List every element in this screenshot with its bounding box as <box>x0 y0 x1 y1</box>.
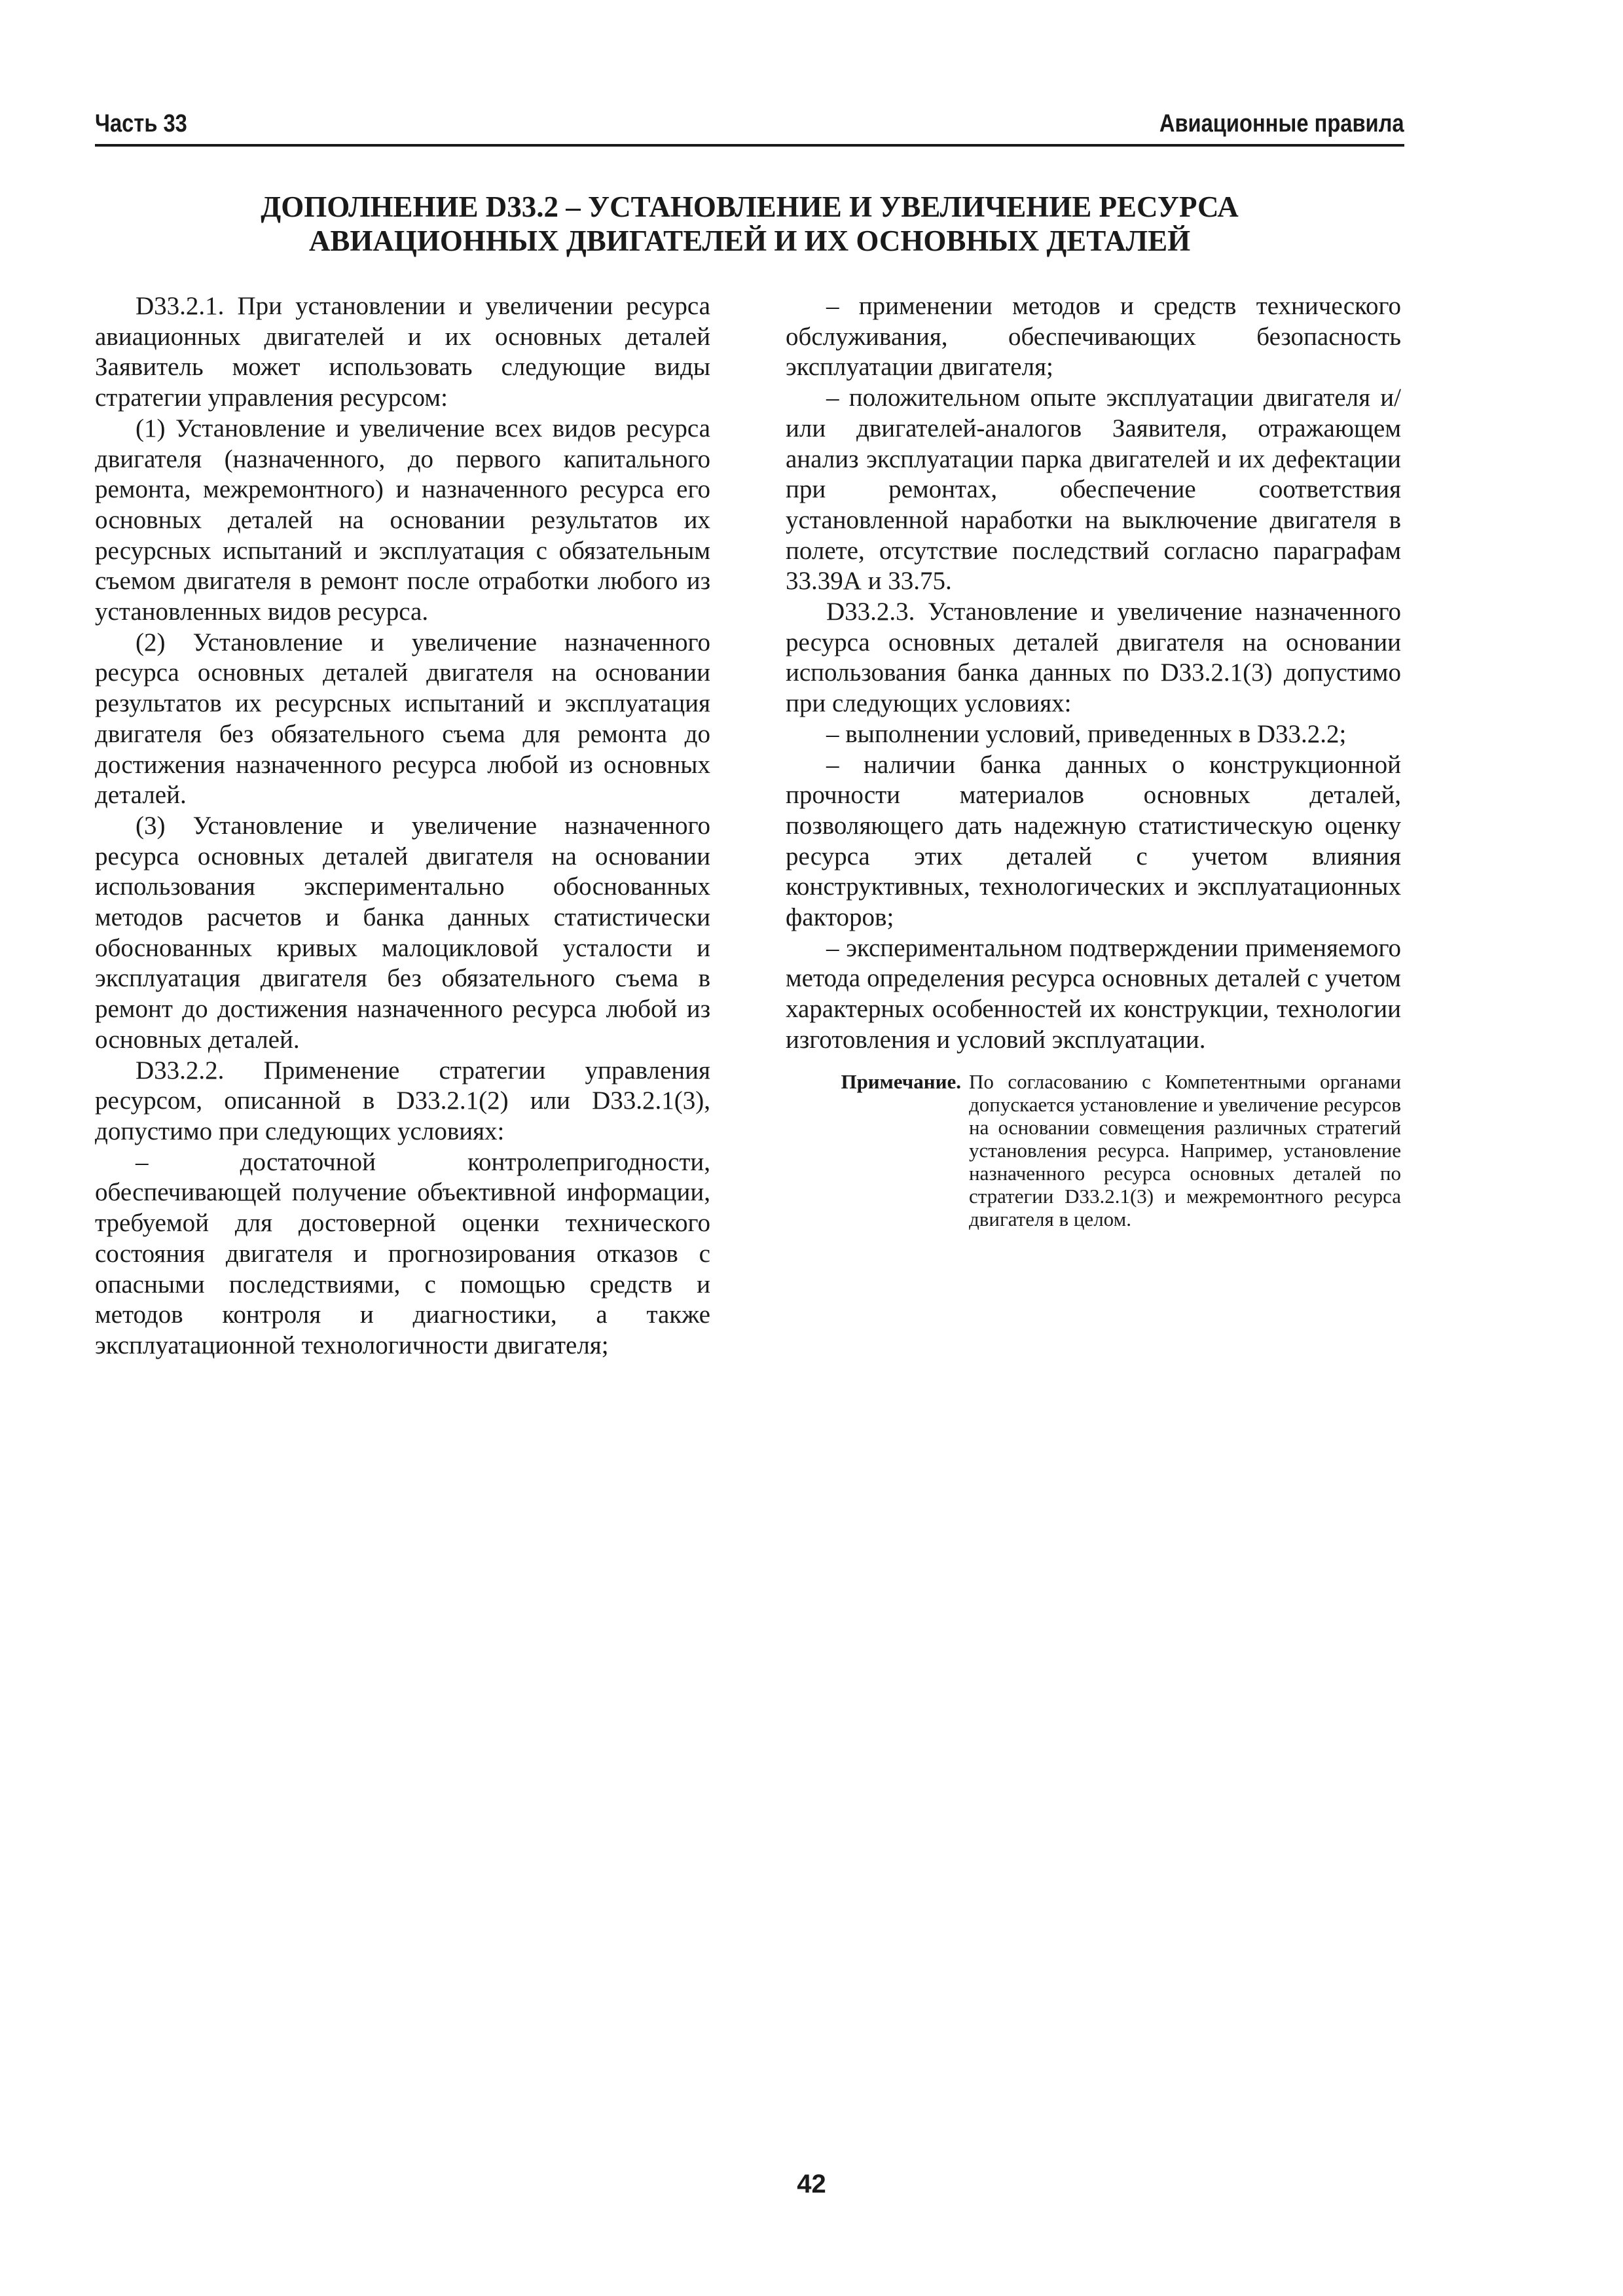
note-block <box>786 1070 1401 1230</box>
paragraph-d33-2-3: D33.2.3. Установление и увеличение назначенного ресурса основных деталей двигателя на основании использования банка данных по D33.2.1(3) допустимо при следующих условиях: <box>786 598 1401 718</box>
left-column <box>95 291 710 1361</box>
paragraph-condition-controllability: – достаточной контролепригодности, обеспечивающей получение объективной информации, требуемой для достоверной оценки технического состояния двигателя и прогнозирования отказов с опасными последствиями, с помощью средств и методов контроля и диагностики, а также эксплуатационной технологичности двигателя; <box>95 1147 710 1359</box>
paragraph-condition-databank: – наличии банка данных о конструкционной прочности материалов основных деталей, позволяющего дать надежную статистическую оценку ресурса этих деталей с учетом влияния конструктивных, технологических и эксплуатационных факторов; <box>786 750 1401 932</box>
paragraph-item-3: (3) Установление и увеличение назначенного ресурса основных деталей двигателя на основании использования экспериментально обоснованных методов расчетов и банка данных статистически обоснованных кривых малоцикловой усталости и эксплуатация двигателя без обязательного съема в ремонт до достижения назначенного ресурса любой из основных деталей. <box>95 811 710 1054</box>
paragraph-condition-d33-2-2: – выполнении условий, приведенных в D33.2.2; <box>826 719 1347 748</box>
note-label: Примечание. <box>841 1069 961 1093</box>
header-divider <box>95 144 1404 147</box>
appendix-title <box>95 190 1404 258</box>
paragraph-condition-experience: – положительном опыте эксплуатации двигателя и/или двигателей-аналогов Заявителя, отражающем анализ эксплуатации парка двигателей и их дефектации при ремонтах, обеспечение соответствия установленной наработки на выключение двигателя в полете, отсутствие последствий согласно параграфам 33.39А и 33.75. <box>786 384 1401 596</box>
right-column <box>786 291 1401 1230</box>
paragraph-item-2: (2) Установление и увеличение назначенного ресурса основных деталей двигателя на основании результатов их ресурсных испытаний и эксплуатация двигателя без обязательного съема для ремонта до достижения назначенного ресурса любой из основных деталей. <box>95 628 710 810</box>
page-number: 42 <box>797 2170 826 2198</box>
appendix-title-line-2: АВИАЦИОННЫХ ДВИГАТЕЛЕЙ И ИХ ОСНОВНЫХ ДЕТАЛЕЙ <box>308 224 1191 257</box>
paragraph-d33-2-1: D33.2.1. При установлении и увеличении ресурса авиационных двигателей и их основных деталей Заявитель может использовать следующие виды стратегии управления ресурсом: <box>95 292 710 412</box>
appendix-title-line-1: ДОПОЛНЕНИЕ D33.2 – УСТАНОВЛЕНИЕ И УВЕЛИЧЕНИЕ РЕСУРСА <box>261 190 1239 223</box>
header-part-label: Часть 33 <box>95 110 187 137</box>
paragraph-condition-experimental: – экспериментальном подтверждении применяемого метода определения ресурса основных деталей с учетом характерных особенностей их конструкции, технологии изготовления и условий эксплуатации. <box>786 933 1401 1054</box>
header-document-title: Авиационные правила <box>1159 110 1404 137</box>
paragraph-d33-2-2: D33.2.2. Применение стратегии управления ресурсом, описанной в D33.2.1(2) или D33.2.1(3), допустимо при следующих условиях: <box>95 1056 710 1145</box>
paragraph-item-1: (1) Установление и увеличение всех видов ресурса двигателя (назначенного, до первого капитального ремонта, межремонтного) и назначенного ресурса его основных деталей на основании результатов их ресурсных испытаний и эксплуатация с обязательным съемом двигателя в ремонт после отработки любого из установленных видов ресурса. <box>95 414 710 626</box>
paragraph-condition-maintenance: – применении методов и средств технического обслуживания, обеспечивающих безопасность эксплуатации двигателя; <box>786 292 1401 382</box>
note-text: По согласованию с Компетентными органами допускается установление и увеличение ресурсов на основании совмещения различных стратегий установления ресурса. Например, установление назначенного ресурса основных деталей по стратегии D33.2.1(3) и межремонтного ресурса двигателя в целом. <box>969 1069 1401 1230</box>
